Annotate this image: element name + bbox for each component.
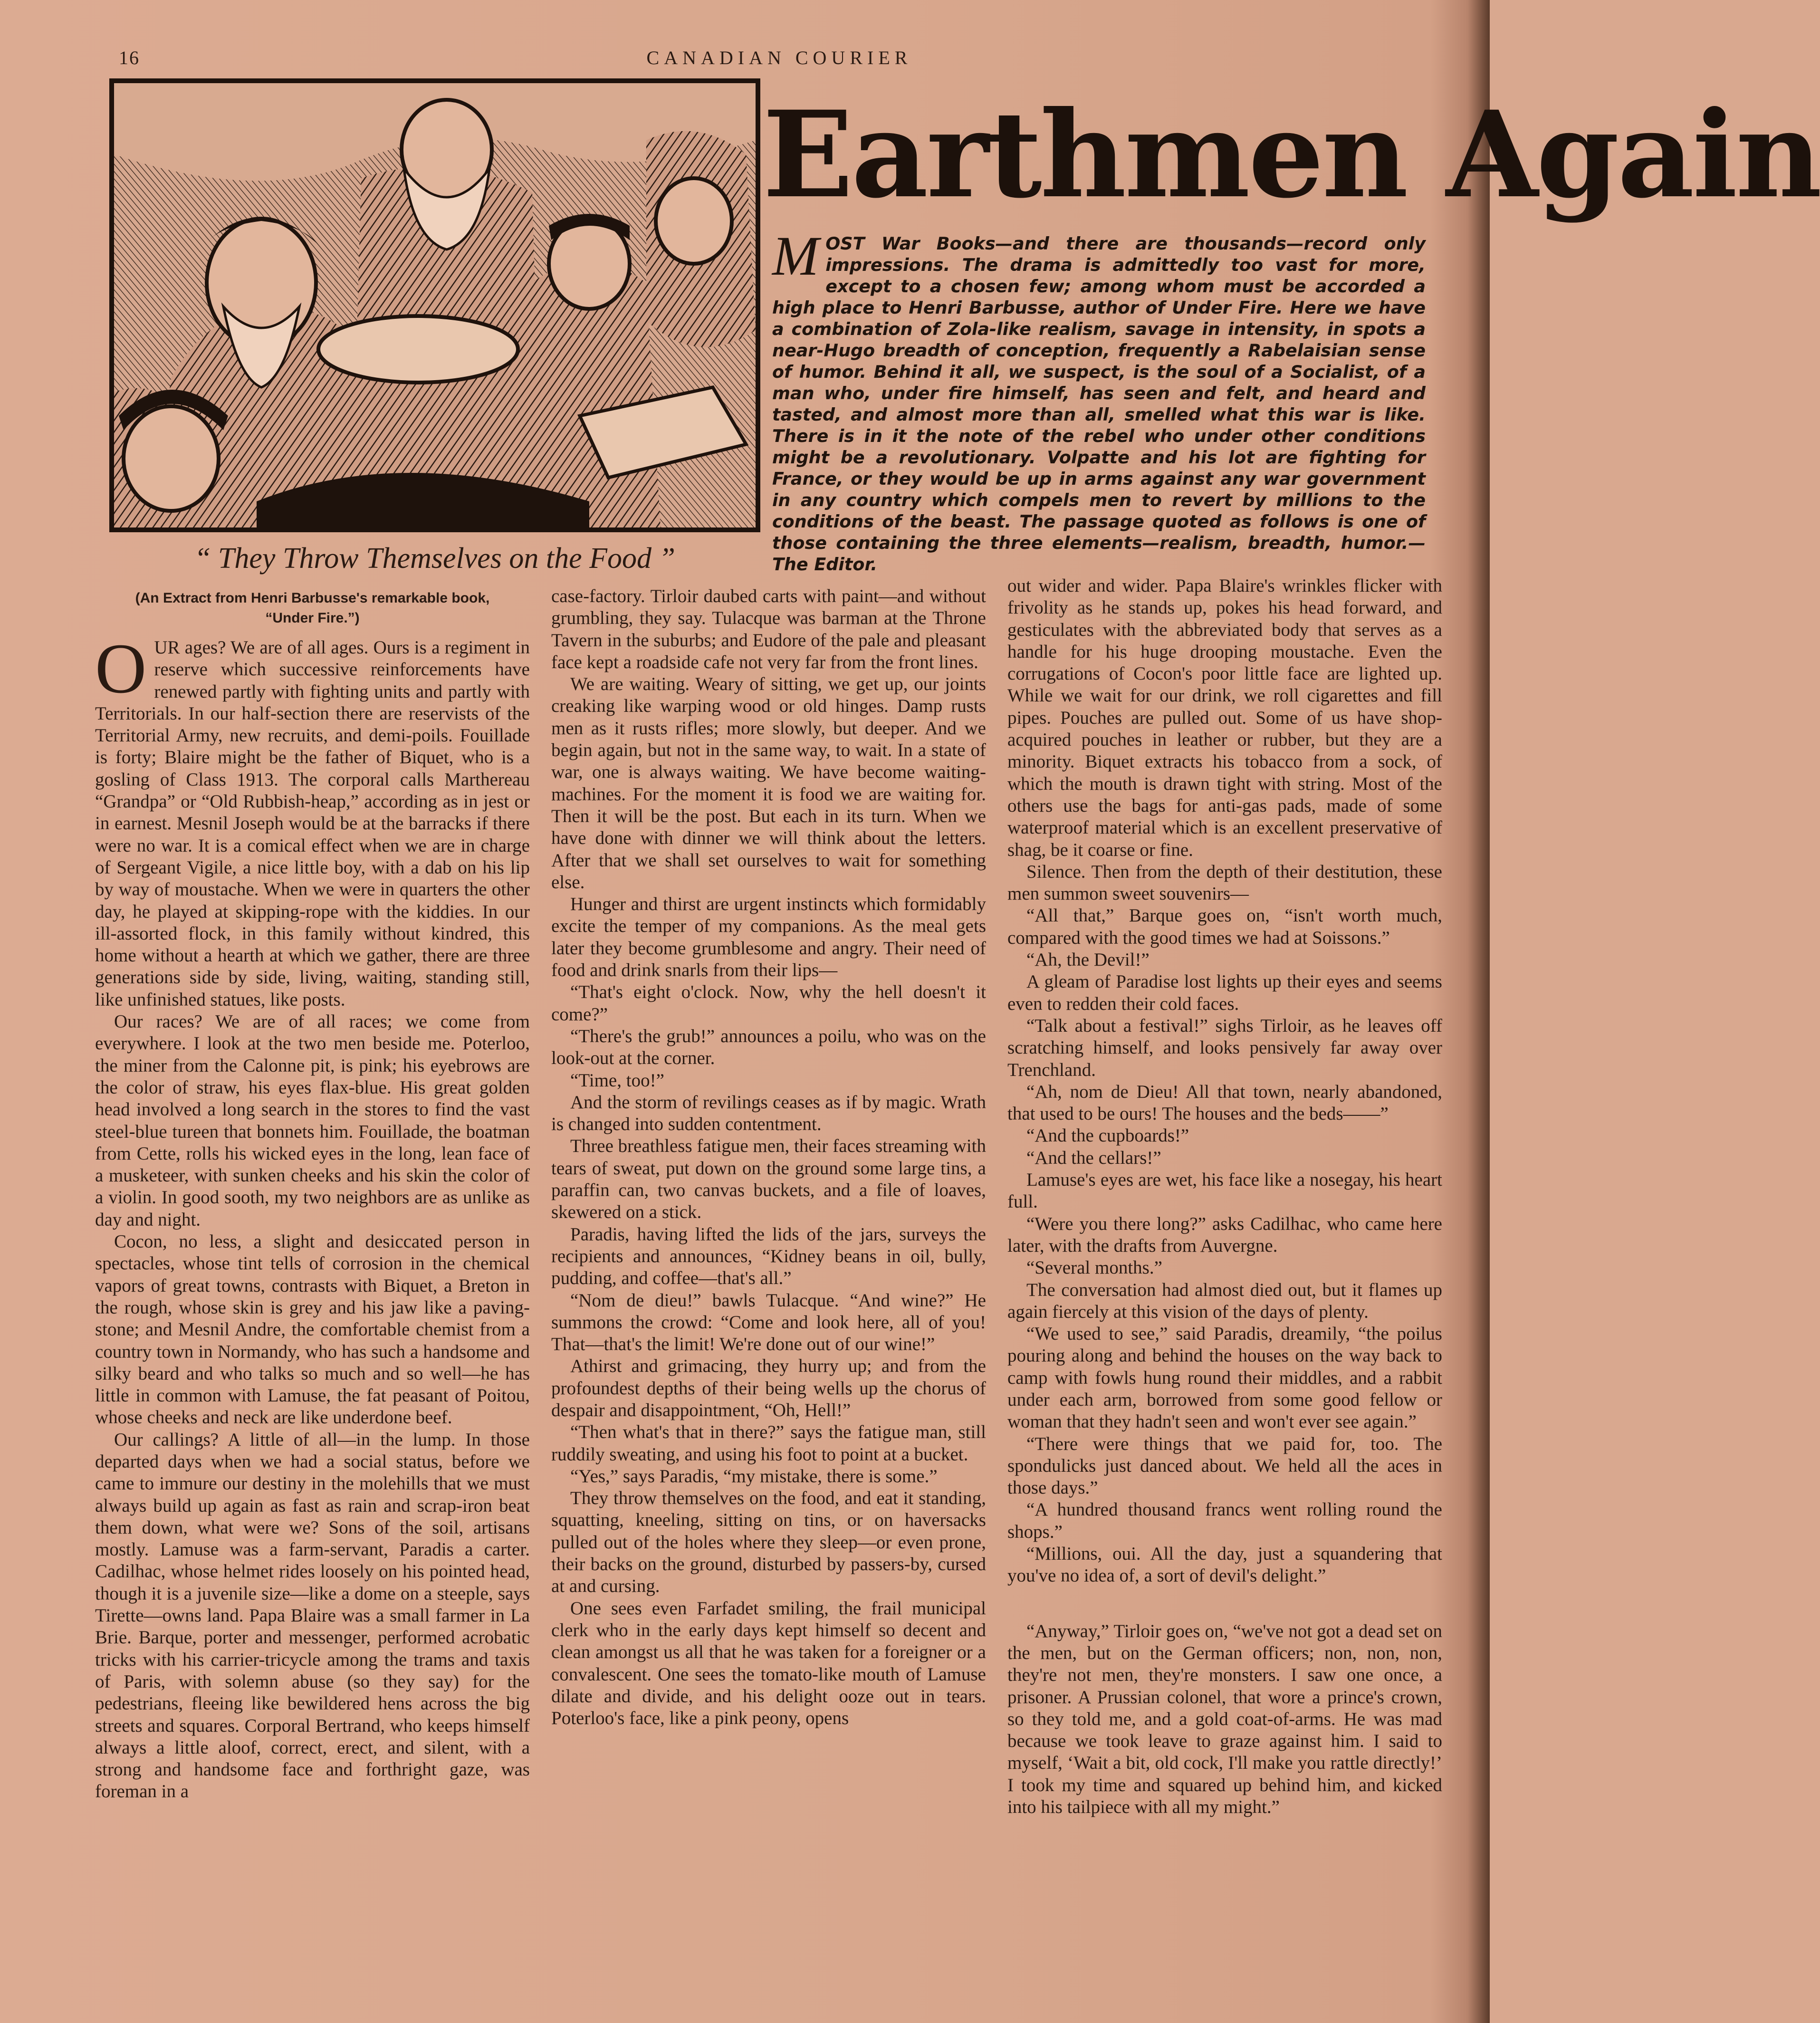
paragraph: “There were things that we paid for, too. The spondulicks just danced about. We held all the aces in those days.” — [1007, 1433, 1442, 1498]
intro-drop-cap: M — [772, 225, 819, 287]
text-column-3 — [1007, 575, 1442, 1818]
paragraph: “Yes,” says Paradis, “my mistake, there is some.” — [570, 1466, 938, 1486]
paragraph: “Anyway,” Tirloir goes on, “we've not got a dead set on the men, but on the German officers; non, non, non, they're not men, they're monsters. I saw one once, a prisoner. A Prussian colonel, that wore a prince's crown, so they told me, and a gold coat-of-arms. He was mad because we took leave to graze against him. I said to myself, ‘Wait a bit, old cock, I'll make you rattle directly!’ I took my time and squared up behind him, and kicked into his tailpiece with all my might.” — [1007, 1620, 1442, 1818]
paragraph: Three breathless fatigue men, their faces streaming with tears of sweat, put down on the ground some large tins, a paraffin can, two canvas buckets, and a file of loaves, skewered on a stick. — [551, 1136, 986, 1223]
paragraph: case-factory. Tirloir daubed carts with paint—and without grumbling, they say. Tulacque was barman at the Throne Tavern in the suburbs; and Eudore of the pale and pleasant face kept a roadside cafe not very far from the front lines. — [551, 586, 986, 672]
paragraph: “Then what's that in there?” says the fatigue man, still ruddily sweating, and using his foot to point at a bucket. — [551, 1422, 986, 1465]
paragraph: Athirst and grimacing, they hurry up; and from the profoundest depths of their being wells up the chorus of despair and disappointment, “Oh, Hell!” — [551, 1356, 986, 1420]
paragraph: “All that,” Barque goes on, “isn't worth much, compared with the good times we had at Soissons.” — [1007, 905, 1442, 948]
paragraph: “And the cellars!” — [1026, 1147, 1161, 1168]
paragraph: Paradis, having lifted the lids of the jars, surveys the recipients and announces, “Kidney beans in oil, bully, pudding, and coffee—that's all.” — [551, 1224, 986, 1289]
soldiers-eating-illustration — [114, 83, 756, 527]
paragraph: A gleam of Paradise lost lights up their eyes and seems even to redden their cold faces. — [1007, 971, 1442, 1014]
woodcut-illustration — [109, 78, 760, 532]
paragraph: Hunger and thirst are urgent instincts which formidably excite the temper of my companions. As the meal gets later they become grumblesome and angry. Their need of food and drink snarls from their lips— — [551, 894, 986, 981]
extract-note-line-2: “Under Fire.”) — [265, 610, 360, 626]
paragraph: “There's the grub!” announces a poilu, who was on the look-out at the corner. — [551, 1026, 986, 1069]
paragraph: “Nom de dieu!” bawls Tulacque. “And wine?” He summons the crowd: “Come and look here, all of you! That—that's the limit! We're done out of our wine!” — [551, 1290, 986, 1355]
article-title: Earthmen Again — [763, 85, 1820, 224]
paragraph: “Ah, nom de Dieu! All that town, nearly abandoned, that used to be ours! The houses and the beds——” — [1007, 1081, 1442, 1124]
paragraph: “A hundred thousand francs went rolling round the shops.” — [1007, 1499, 1442, 1542]
text-column-2 — [551, 585, 986, 1729]
page-number: 16 — [119, 47, 140, 68]
paragraph: “Several months.” — [1026, 1257, 1162, 1278]
paragraph: out wider and wider. Papa Blaire's wrinkles flicker with frivolity as he stands up, pokes his head forward, and gesticulates with the abbreviated body that serves as a handle for his huge drooping moustache. Even the corrugations of Cocon's poor little face are lighted up. While we wait for our drink, we roll cigarettes and fill pipes. Pouches are pulled out. Some of us have shop-acquired pouches in leather or rubber, but they are a minority. Biquet extracts his tobacco from a sock, of which the mouth is drawn tight with string. Most of the others use the bags for anti-gas pads, made of some waterproof material which is an excellent preservative of shag, be it coarse or fine. — [1007, 575, 1442, 860]
paragraph: Lamuse's eyes are wet, his face like a nosegay, his heart full. — [1007, 1170, 1442, 1212]
paragraph: And the storm of revilings ceases as if by magic. Wrath is changed into sudden contentment. — [551, 1092, 986, 1135]
extract-note — [95, 588, 530, 628]
illustration-caption: “ They Throw Themselves on the Food ” — [194, 542, 676, 575]
paragraph: Cocon, no less, a slight and desiccated person in spectacles, whose tint tells of corrosion in the chemical vapors of great towns, contrasts with Biquet, a Breton in the rough, whose skin is grey and his jaw like a paving-stone; and Mesnil Andre, the comfortable chemist from a country town in Normandy, who has such a handsome and silky beard and who talks so much and so well—he has little in common with Lamuse, the fat peasant of Poitou, whose cheeks and neck are like underdone beef. — [95, 1231, 530, 1428]
paragraph: The conversation had almost died out, but it flames up again fiercely at this vision of the days of plenty. — [1007, 1279, 1442, 1322]
intro-text: OST War Books—and there are thousands—record only impressions. The drama is admittedly too vast for more, except to a chosen few; among whom must be accorded a high place to Henri Barbusse, author of Under Fire. Here we have a combination of Zola-like realism, savage in intensity, in spots a near-Hugo breadth of conception, frequently a Rabelaisian sense of humor. Behind it all, we suspect, is the soul of a Socialist, of a man who, under fire himself, has seen and felt, and heard and tasted, and almost more than all, smelled what this war is like. There is in it the note of the rebel who under other conditions might be a revolutionary. Volpatte and his lot are fighting for France, or they would be up in arms against any war government in any country which compels men to revert by millions to the conditions of the beast. The passage quoted as follows is one of those containing the three elements—realism, breadth, humor.—The Editor. — [772, 233, 1426, 575]
paragraph: “That's eight o'clock. Now, why the hell doesn't it come?” — [551, 982, 986, 1025]
paragraph: We are waiting. Weary of sitting, we get up, our joints creaking like warping wood or old hinges. Damp rusts men as it rusts rifles; more slowly, but deeper. And we begin again, but not in the same way, to wait. In a state of war, one is always waiting. We have become waiting-machines. For the moment it is food we are waiting for. Then it will be the post. But each in its turn. When we have done with dinner we will think about the letters. After that we shall set ourselves to wait for something else. — [551, 674, 986, 892]
publication-name: CANADIAN COURIER — [646, 47, 912, 68]
paragraph: “And the cupboards!” — [1026, 1125, 1189, 1146]
editor-introduction — [772, 225, 1426, 575]
paragraph: One sees even Farfadet smiling, the frail municipal clerk who in the early days kept himself so decent and clean amongst us all that he was taken for a foreigner or a convalescent. One sees the tomato-like mouth of Lamuse dilate and divide, and his delight ooze out in tears. Poterloo's face, like a pink peony, opens — [551, 1598, 986, 1729]
paragraph: “Time, too!” — [570, 1070, 664, 1091]
paragraph: “Talk about a festival!” sighs Tirloir, as he leaves off scratching himself, and looks pensively far away over Trenchland. — [1007, 1015, 1442, 1080]
paragraph: Our callings? A little of all—in the lump. In those departed days when we had a social status, before we came to immure our destiny in the molehills that we must always build up again as fast as rain and scrap-iron beat them down, what were we? Sons of the soil, artisans mostly. Lamuse was a farm-servant, Paradis a carter. Cadilhac, whose helmet rides loosely on his pointed head, though it is a juvenile size—like a dome on a steeple, says Tirette—owns land. Papa Blaire was a small farmer in La Brie. Barque, porter and messenger, performed acrobatic tricks with his carrier-tricycle among the trams and taxis of Paris, with solemn abuse (so they say) for the pedestrians, fleeing like bewildered hens across the big streets and squares. Corporal Bertrand, who keeps himself always a little aloof, correct, erect, and silent, with a strong and handsome face and forthright gaze, was foreman in a — [95, 1429, 530, 1802]
paragraph: “Millions, oui. All the day, just a squandering that you've no idea of, a sort of devil's delight.” — [1007, 1544, 1442, 1586]
text-column-1 — [95, 629, 530, 1803]
paragraph: Our races? We are of all races; we come from everywhere. I look at the two men beside me. Poterloo, the miner from the Calonne pit, is pink; his eyebrows are the color of straw, his eyes flax-blue. His great golden head involved a long search in the stores to find the vast steel-blue tureen that bonnets him. Fouillade, the boatman from Cette, rolls his wicked eyes in the long, lean face of a musketeer, with sunken cheeks and his skin the color of a violin. In good sooth, my two neighbors are as unlike as day and night. — [95, 1011, 530, 1230]
extract-note-line-1: (An Extract from Henri Barbusse's remarkable book, — [135, 590, 490, 606]
paragraph: “Were you there long?” asks Cadilhac, who came here later, with the drafts from Auvergne. — [1007, 1213, 1442, 1256]
paragraph: Silence. Then from the depth of their destitution, these men summon sweet souvenirs— — [1007, 861, 1442, 904]
paragraph: “We used to see,” said Paradis, dreamily, “the poilus pouring along and behind the houses on the way back to camp with fowls hung round their middles, and a rabbit under each arm, borrowed from some good fellow or woman that they hadn't seen and won't ever see again.” — [1007, 1323, 1442, 1432]
drop-cap: O — [95, 629, 147, 708]
paragraph: OUR ages? We are of all ages. Ours is a regiment in reserve which successive reinforcements have renewed partly with fighting units and partly with Territorials. In our half-section there are reservists of the Territorial Army, new recruits, and demi-poils. Fouillade is forty; Blaire might be the father of Biquet, who is a gosling of Class 1913. The corporal calls Marthereau “Grandpa” or “Old Rubbish-heap,” according as in jest or in earnest. Mesnil Joseph would be at the barracks if there were no war. It is a comical effect when we are in charge of Sergeant Vigile, a nice little boy, with a dab on his lip by way of moustache. When we were in quarters the other day, he played at skipping-rope with the kiddies. In our ill-assorted flock, in this family without kindred, this home without a hearth at which we gather, there are three generations side by side, living, waiting, standing still, like unfinished statues, like posts. — [95, 629, 530, 1010]
paragraph: “Ah, the Devil!” — [1026, 949, 1149, 970]
paragraph: They throw themselves on the food, and eat it standing, squatting, kneeling, sitting on tins, or on haversacks pulled out of the holes where they sleep—or even prone, their backs on the ground, disturbed by passers-by, cursed at and cursing. — [551, 1488, 986, 1597]
